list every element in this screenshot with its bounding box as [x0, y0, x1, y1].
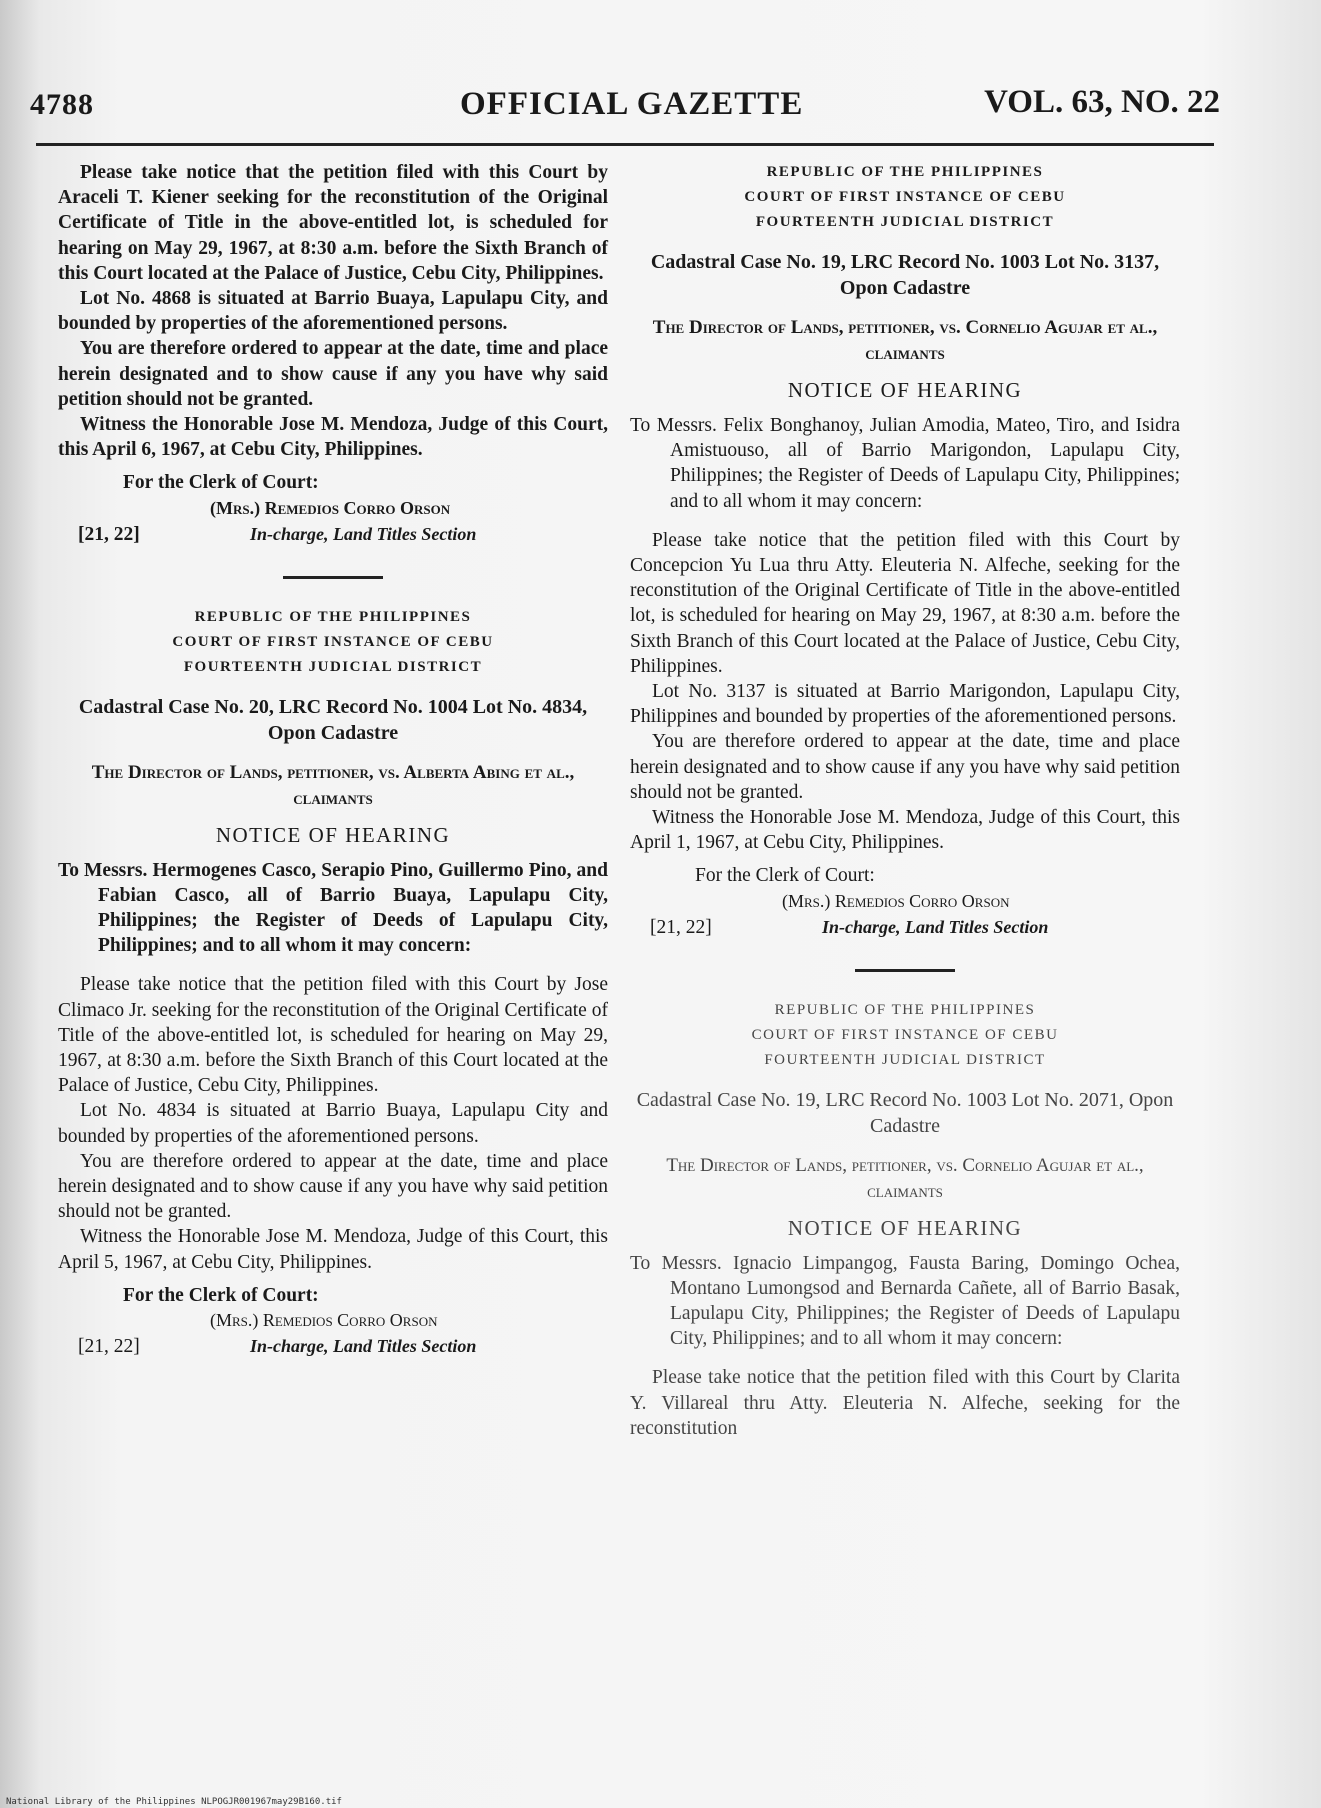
signatory-role: In-charge, Land Titles Section [250, 523, 477, 544]
district-line: FOURTEENTH JUDICIAL DISTRICT [755, 214, 1055, 230]
section-divider [283, 576, 383, 579]
case-parties: The Director of Lands, petitioner, vs. Cornelio Agujar et al., claimants [666, 1154, 1144, 1202]
signatory-name: (Mrs.) Remedios Corro Orson [210, 497, 451, 518]
case-title: Cadastral Case No. 19, LRC Record No. 1003 Lot No. 2071, Opon Cadastre [636, 1088, 1174, 1137]
republic-line: REPUBLIC OF THE PHILIPPINES [194, 608, 472, 625]
signatory-role: In-charge, Land Titles Section [822, 916, 1049, 937]
scan-footer: National Library of the Philippines NLPOGJR001967may29B160.tif [6, 1797, 342, 1807]
clerk-line: For the Clerk of Court: [695, 865, 875, 887]
notice-paragraph: Please take notice that the petition filed with this Court by Clarita Y. Villareal thru Atty. Eleuteria N. Alfeche, seeking for the reconstitution [630, 1367, 1180, 1439]
notice-paragraph: Lot No. 4834 is situated at Barrio Buaya, Lapulapu City and bounded by properties of the aforementioned persons. [58, 1100, 608, 1147]
republic-line: REPUBLIC OF THE PHILIPPINES [766, 164, 1044, 180]
section-divider [855, 969, 955, 972]
court-heading [58, 605, 608, 680]
clerk-line: For the Clerk of Court: [123, 1284, 319, 1306]
case-parties: The Director of Lands, petitioner, vs. Cornelio Agujar et al., claimants [652, 317, 1158, 364]
court-line: COURT OF FIRST INSTANCE OF CEBU [751, 1026, 1059, 1043]
district-line: FOURTEENTH JUDICIAL DISTRICT [183, 658, 483, 675]
signature-block [630, 889, 1180, 941]
court-heading [630, 160, 1180, 235]
clerk-line: For the Clerk of Court: [123, 472, 319, 494]
signature-block [58, 1308, 608, 1360]
notice-paragraph: Please take notice that the petition filed with this Court by Araceli T. Kiener seeking for the reconstitution of the Original Certificate of Title in the above-entitled lot, is scheduled for hearing on May 29, 1967, at 8:30 a.m. before the Sixth Branch of this Court located at the Palace of Justice, Cebu City, Philippines. [58, 162, 608, 284]
addressees: To Messrs. Ignacio Limpangog, Fausta Baring, Domingo Ochea, Montano Lumongsod and Bernarda Cañete, all of Barrio Basak, Lapulapu City, Philippines; the Register of Deeds of Lapulapu City, Philippines; and to all whom it may concern: [630, 1252, 1180, 1350]
notice-paragraph: Witness the Honorable Jose M. Mendoza, Judge of this Court, this April 5, 1967, at Cebu City, Philippines. [58, 1226, 608, 1273]
right-column [630, 160, 1180, 1441]
addressees: To Messrs. Felix Bonghanoy, Julian Amodia, Mateo, Tiro, and Isidra Amistuouso, all of Barrio Marigondon, Lapulapu City, Philippines; the Register of Deeds of Lapulapu City, Philippines; and to all whom it may concern: [630, 415, 1180, 512]
notice-paragraph: Lot No. 4868 is situated at Barrio Buaya, Lapulapu City, and bounded by properties of the aforementioned persons. [58, 288, 608, 335]
signatory-name: (Mrs.) Remedios Corro Orson [782, 890, 1010, 911]
court-heading [630, 998, 1180, 1073]
notice-paragraph: Witness the Honorable Jose M. Mendoza, Judge of this Court, this April 1, 1967, at Cebu City, Philippines. [630, 807, 1180, 854]
notice-heading: NOTICE OF HEARING [787, 378, 1023, 402]
notice-paragraph: You are therefore ordered to appear at the date, time and place herein designated and to show cause if any you have why said petition should not be granted. [630, 731, 1180, 803]
notice-paragraph: You are therefore ordered to appear at the date, time and place herein designated and to show cause if any you have why said petition should not be granted. [58, 338, 608, 410]
case-title: Cadastral Case No. 20, LRC Record No. 1004 Lot No. 4834, Opon Cadastre [78, 695, 588, 744]
district-line: FOURTEENTH JUDICIAL DISTRICT [764, 1051, 1046, 1068]
signatory-role: In-charge, Land Titles Section [250, 1336, 477, 1357]
notice-heading: NOTICE OF HEARING [787, 1215, 1023, 1240]
court-line: COURT OF FIRST INSTANCE OF CEBU [744, 189, 1066, 205]
notice-paragraph: Lot No. 3137 is situated at Barrio Marigondon, Lapulapu City, Philippines and bounded by properties of the aforementioned persons. [630, 681, 1180, 728]
header-rule [36, 143, 1214, 146]
notice-paragraph: You are therefore ordered to appear at the date, time and place herein designated and to show cause if any you have why said petition should not be granted. [58, 1150, 608, 1223]
issue-reference: [21, 22] [78, 1336, 140, 1358]
case-title: Cadastral Case No. 19, LRC Record No. 1003 Lot No. 3137, Opon Cadastre [650, 251, 1160, 299]
page-header [30, 82, 1220, 130]
notice-paragraph: Please take notice that the petition filed with this Court by Concepcion Yu Lua thru Atty. Eleuteria N. Alfeche, seeking for the reconstitution of the Original Certificate of Title in the above-entitled lot, is scheduled for hearing on May 29, 1967, at 8:30 a.m. before the Sixth Branch of this Court located at the Palace of Justice, Cebu City, Philippines. [630, 529, 1180, 677]
notice-heading: NOTICE OF HEARING [215, 822, 451, 847]
case-parties: The Director of Lands, petitioner, vs. Alberta Abing et al., claimants [91, 761, 575, 809]
issue-reference: [21, 22] [78, 523, 140, 545]
volume-number: VOL. 63, NO. 22 [984, 84, 1220, 120]
left-column [58, 160, 608, 1360]
republic-line: REPUBLIC OF THE PHILIPPINES [774, 1001, 1036, 1018]
signature-block [58, 496, 608, 548]
signatory-name: (Mrs.) Remedios Corro Orson [210, 1310, 438, 1331]
court-line: COURT OF FIRST INSTANCE OF CEBU [172, 633, 494, 650]
notice-paragraph: Witness the Honorable Jose M. Mendoza, Judge of this Court, this April 6, 1967, at Cebu City, Philippines. [58, 414, 608, 461]
page-number: 4788 [30, 88, 94, 121]
notice-paragraph: Please take notice that the petition filed with this Court by Jose Climaco Jr. seeking for the reconstitution of the Original Certificate of Title of the above-entitled lot, is scheduled for hearing on May 29, 1967, at 8:30 a.m. before the Sixth Branch of this Court located at the Palace of Justice, Cebu City, Philippines. [58, 974, 608, 1097]
addressees: To Messrs. Hermogenes Casco, Serapio Pino, Guillermo Pino, and Fabian Casco, all of Barrio Buaya, Lapulapu City, Philippines; the Register of Deeds of Lapulapu City, Philippines; and to all whom it may concern: [58, 859, 608, 957]
publication-title: OFFICIAL GAZETTE [460, 86, 804, 122]
issue-reference: [21, 22] [650, 916, 712, 938]
